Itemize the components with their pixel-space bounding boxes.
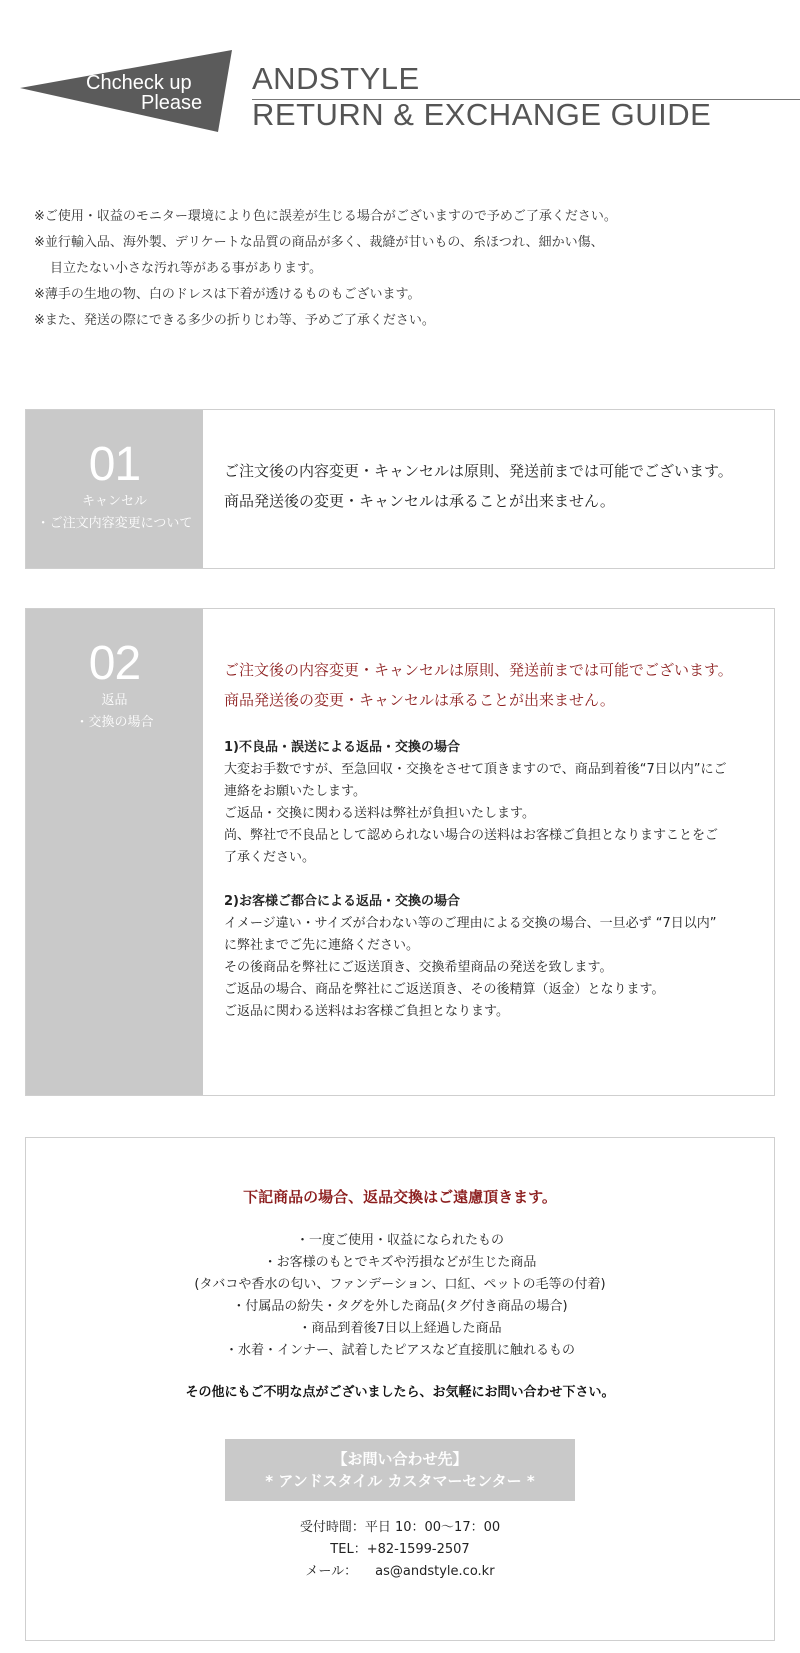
subsection-line: その後商品を弊社にご返送頂き、交換希望商品の発送を致します。 [224, 960, 613, 975]
section-label-line-2: ・交換の場合 [75, 715, 154, 730]
cancel-text-line: ご注文後の内容変更・キャンセルは原則、発送前までは可能でございます。 [224, 462, 733, 480]
customer-return-block [224, 891, 760, 1023]
subsection-line: イメージ違い・サイズが合わない等のご理由による交換の場合、一旦必ず “7日以内” [224, 916, 717, 931]
subsection-line: 連絡をお願いたします。 [224, 784, 366, 799]
list-item: ・お客様のもとでキズや汚損などが生じた商品 [263, 1255, 537, 1270]
badge-line-2: Please [141, 92, 203, 114]
phone-number[interactable]: TEL：+82-1599-2507 [330, 1542, 470, 1557]
section-label-line-1: キャンセル [81, 494, 147, 509]
return-lead-line: 商品発送後の変更・キャンセルは承ることが出来ません。 [224, 691, 615, 709]
section-number: 02 [88, 637, 141, 690]
notice-item: ※薄手の生地の物、白のドレスは下着が透けるものもございます。 [34, 287, 421, 302]
contact-title: 【お問い合わせ先】 [332, 1450, 468, 1468]
list-item: ・一度ご使用・収益になられたもの [295, 1233, 504, 1248]
section-side-panel [26, 410, 203, 568]
contact-info [26, 1517, 774, 1583]
subsection-line: に弊社までご先に連絡ください。 [224, 938, 420, 953]
brand-name: ANDSTYLE [252, 61, 420, 96]
list-item: ・水着・インナー、試着したピアスなど直接肌に触れるもの [225, 1343, 575, 1358]
subsection-title: 1)不良品・誤送による返品・交換の場合 [224, 740, 460, 755]
notice-item: 目立たない小さな汚れ等がある事があります。 [50, 261, 322, 276]
subsection-line: 尚、弊社で不良品として認められない場合の送料はお客様ご負担となりますことをご [224, 828, 719, 843]
contact-center-name: * アンドスタイル カスタマーセンター * [265, 1472, 535, 1490]
cancel-text-line: 商品発送後の変更・キャンセルは承ることが出来ません。 [224, 492, 615, 510]
business-hours: 受付時間：平日 10：00～17：00 [299, 1520, 501, 1535]
list-item: ・付属品の紛失・タグを外した商品(タグ付き商品の場合) [232, 1299, 568, 1314]
email-label: メール： [305, 1564, 358, 1579]
section-body [224, 456, 760, 516]
inquiry-note: その他にもご不明な点がございましたら、お気軽にお問い合わせ下さい。 [185, 1385, 615, 1400]
badge-line-1: Chcheck up [86, 72, 192, 94]
non-returnable-list [26, 1230, 774, 1362]
notice-item: ※並行輸入品、海外製、デリケートな品質の商品が多く、裁縫が甘いもの、糸ほつれ、細かい傷、 [34, 235, 604, 250]
email-link[interactable]: as@andstyle.co.kr [375, 1564, 495, 1579]
cancel-section [25, 409, 775, 569]
subsection-line: 大変お手数ですが、至急回収・交換をさせて頂きますので、商品到着後“7日以内”にご [224, 762, 727, 777]
subsection-line: 了承ください。 [224, 850, 316, 865]
non-returnable-title: 下記商品の場合、返品交換はご遠慮頂きます。 [243, 1188, 557, 1206]
list-item: ・商品到着後7日以上経過した商品 [298, 1321, 502, 1336]
subsection-title: 2)お客様ご都合による返品・交換の場合 [224, 894, 460, 909]
badge-text [20, 0, 232, 132]
return-lead-line: ご注文後の内容変更・キャンセルは原則、発送前までは可能でございます。 [224, 661, 733, 679]
notice-item: ※また、発送の際にできる多少の折りじわ等、予めご了承ください。 [34, 313, 435, 328]
contact-banner [225, 1439, 575, 1501]
subsection-line: ご返品に関わる送料はお客様ご負担となります。 [224, 1004, 509, 1019]
section-side-panel [26, 609, 203, 1095]
page-title: RETURN & EXCHANGE GUIDE [252, 97, 712, 132]
page-header [0, 0, 800, 150]
section-label-line-1: 返品 [101, 693, 128, 708]
notice-item: ※ご使用・収益のモニター環境により色に誤差が生じる場合がございますので予めご了承ください。 [34, 209, 617, 224]
non-returnable-section [25, 1137, 775, 1641]
subsection-line: ご返品の場合、商品を弊社にご返送頂き、その後精算（返金）となります。 [224, 982, 665, 997]
email-row [26, 1561, 774, 1583]
section-body [224, 655, 760, 1023]
list-item: (タバコや香水の匂い、ファンデーション、口紅、ペットの毛等の付着) [194, 1277, 606, 1292]
return-section [25, 608, 775, 1096]
section-label-line-2: ・ご注文内容変更について [36, 516, 193, 531]
subsection-line: ご返品・交換に関わる送料は弊社が負担いたします。 [224, 806, 535, 821]
notice-list [34, 204, 617, 334]
defect-return-block [224, 737, 760, 869]
section-number: 01 [88, 438, 141, 491]
